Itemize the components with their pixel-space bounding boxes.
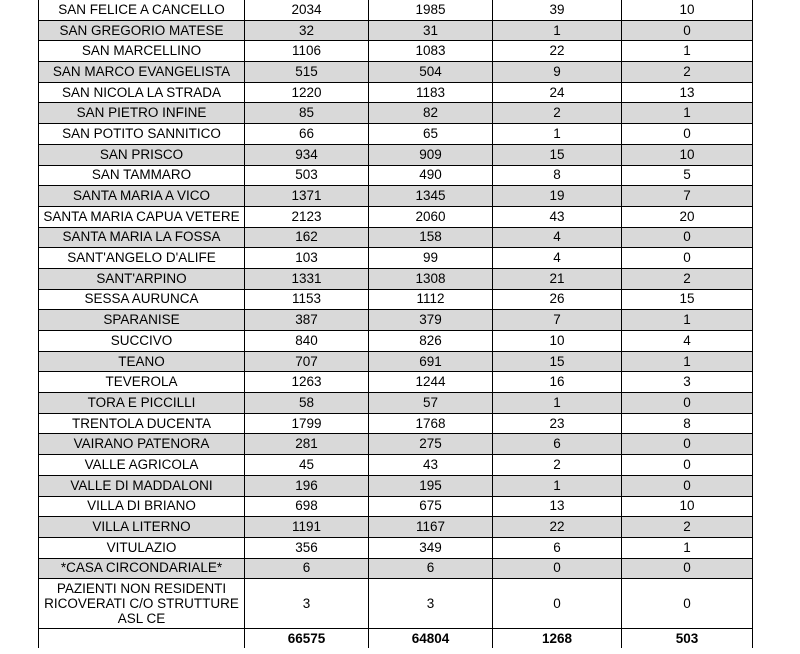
table-row [39, 186, 753, 207]
value-cell-c3: 26 [493, 289, 622, 310]
value-cell-c2: 195 [369, 475, 493, 496]
value-cell-c4: 1 [622, 41, 753, 62]
table-row [39, 62, 753, 83]
table-row [39, 144, 753, 165]
value-cell-c2: 82 [369, 103, 493, 124]
value-cell-c3: 22 [493, 517, 622, 538]
value-cell-c1: 103 [245, 248, 369, 269]
value-cell-c3: 6 [493, 537, 622, 558]
totals-label-cell [39, 629, 245, 649]
value-cell-c1: 1371 [245, 186, 369, 207]
municipality-cell: SAN PIETRO INFINE [39, 103, 245, 124]
value-cell-c4: 7 [622, 186, 753, 207]
value-cell-c3: 21 [493, 268, 622, 289]
municipality-cell: SUCCIVO [39, 331, 245, 352]
value-cell-c2: 826 [369, 331, 493, 352]
municipality-cell: SAN POTITO SANNITICO [39, 124, 245, 145]
table-row [39, 103, 753, 124]
value-cell-c3: 9 [493, 62, 622, 83]
value-cell-c2: 31 [369, 20, 493, 41]
table-row [39, 41, 753, 62]
value-cell-c2: 1244 [369, 372, 493, 393]
value-cell-c1: 934 [245, 144, 369, 165]
table-row [39, 455, 753, 476]
table-row [39, 517, 753, 538]
value-cell-c2: 675 [369, 496, 493, 517]
table-row [39, 0, 753, 20]
value-cell-c2: 504 [369, 62, 493, 83]
table-row [39, 372, 753, 393]
value-cell-c3: 0 [493, 579, 622, 629]
value-cell-c4: 5 [622, 165, 753, 186]
value-cell-c4: 3 [622, 372, 753, 393]
value-cell-c2: 1167 [369, 517, 493, 538]
value-cell-c4: 1 [622, 537, 753, 558]
value-cell-c4: 1 [622, 103, 753, 124]
value-cell-c1: 2034 [245, 0, 369, 20]
table-row [39, 248, 753, 269]
table-row [39, 558, 753, 579]
value-cell-c3: 2 [493, 103, 622, 124]
table-row [39, 289, 753, 310]
table-row [39, 20, 753, 41]
municipality-cell: SANTA MARIA A VICO [39, 186, 245, 207]
value-cell-c2: 275 [369, 434, 493, 455]
value-cell-c4: 8 [622, 413, 753, 434]
value-cell-c2: 691 [369, 351, 493, 372]
total-cell-c4: 503 [622, 629, 753, 649]
value-cell-c1: 503 [245, 165, 369, 186]
table-row [39, 82, 753, 103]
value-cell-c4: 0 [622, 124, 753, 145]
value-cell-c2: 3 [369, 579, 493, 629]
value-cell-c3: 1 [493, 124, 622, 145]
table-row [39, 310, 753, 331]
value-cell-c4: 0 [622, 20, 753, 41]
value-cell-c4: 15 [622, 289, 753, 310]
municipality-cell: SESSA AURUNCA [39, 289, 245, 310]
table-row [39, 124, 753, 145]
value-cell-c2: 1985 [369, 0, 493, 20]
municipality-cell: SANTA MARIA CAPUA VETERE [39, 206, 245, 227]
value-cell-c2: 1112 [369, 289, 493, 310]
table-row [39, 413, 753, 434]
municipality-cell: VALLE DI MADDALONI [39, 475, 245, 496]
municipality-cell: VALLE AGRICOLA [39, 455, 245, 476]
municipality-cell: SAN MARCELLINO [39, 41, 245, 62]
value-cell-c1: 3 [245, 579, 369, 629]
value-cell-c3: 13 [493, 496, 622, 517]
municipality-cell: SANTA MARIA LA FOSSA [39, 227, 245, 248]
value-cell-c1: 1799 [245, 413, 369, 434]
total-cell-c1: 66575 [245, 629, 369, 649]
value-cell-c1: 32 [245, 20, 369, 41]
value-cell-c3: 22 [493, 41, 622, 62]
municipality-cell: VITULAZIO [39, 537, 245, 558]
value-cell-c3: 0 [493, 558, 622, 579]
municipality-cell: SAN TAMMARO [39, 165, 245, 186]
value-cell-c4: 0 [622, 579, 753, 629]
value-cell-c2: 2060 [369, 206, 493, 227]
value-cell-c3: 15 [493, 144, 622, 165]
total-cell-c2: 64804 [369, 629, 493, 649]
value-cell-c1: 1331 [245, 268, 369, 289]
value-cell-c1: 1263 [245, 372, 369, 393]
value-cell-c4: 0 [622, 248, 753, 269]
table-row [39, 206, 753, 227]
table-row [39, 351, 753, 372]
value-cell-c3: 16 [493, 372, 622, 393]
table-row [39, 496, 753, 517]
value-cell-c1: 1106 [245, 41, 369, 62]
value-cell-c2: 1083 [369, 41, 493, 62]
value-cell-c1: 515 [245, 62, 369, 83]
value-cell-c1: 196 [245, 475, 369, 496]
value-cell-c4: 2 [622, 517, 753, 538]
value-cell-c3: 43 [493, 206, 622, 227]
value-cell-c3: 10 [493, 331, 622, 352]
covid-municipalities-table [38, 0, 753, 648]
value-cell-c3: 24 [493, 82, 622, 103]
value-cell-c1: 85 [245, 103, 369, 124]
value-cell-c1: 1220 [245, 82, 369, 103]
municipality-cell: SAN MARCO EVANGELISTA [39, 62, 245, 83]
value-cell-c3: 19 [493, 186, 622, 207]
municipality-cell: TORA E PICCILLI [39, 393, 245, 414]
municipality-cell: SAN NICOLA LA STRADA [39, 82, 245, 103]
value-cell-c3: 4 [493, 248, 622, 269]
table-row [39, 434, 753, 455]
value-cell-c1: 1153 [245, 289, 369, 310]
value-cell-c4: 0 [622, 455, 753, 476]
value-cell-c4: 20 [622, 206, 753, 227]
value-cell-c3: 1 [493, 20, 622, 41]
value-cell-c2: 6 [369, 558, 493, 579]
value-cell-c1: 1191 [245, 517, 369, 538]
municipality-cell: SANT'ANGELO D'ALIFE [39, 248, 245, 269]
value-cell-c3: 2 [493, 455, 622, 476]
table-body [39, 0, 753, 648]
value-cell-c4: 13 [622, 82, 753, 103]
value-cell-c1: 162 [245, 227, 369, 248]
table-row [39, 227, 753, 248]
municipality-cell: VILLA LITERNO [39, 517, 245, 538]
municipality-cell: TEVEROLA [39, 372, 245, 393]
value-cell-c2: 1768 [369, 413, 493, 434]
value-cell-c2: 1308 [369, 268, 493, 289]
value-cell-c2: 1183 [369, 82, 493, 103]
value-cell-c1: 707 [245, 351, 369, 372]
value-cell-c3: 4 [493, 227, 622, 248]
value-cell-c1: 281 [245, 434, 369, 455]
value-cell-c1: 387 [245, 310, 369, 331]
table-row [39, 537, 753, 558]
value-cell-c2: 158 [369, 227, 493, 248]
value-cell-c1: 58 [245, 393, 369, 414]
municipality-cell: TEANO [39, 351, 245, 372]
value-cell-c2: 65 [369, 124, 493, 145]
value-cell-c4: 2 [622, 268, 753, 289]
municipality-cell: SAN FELICE A CANCELLO [39, 0, 245, 20]
value-cell-c2: 99 [369, 248, 493, 269]
value-cell-c1: 6 [245, 558, 369, 579]
value-cell-c2: 349 [369, 537, 493, 558]
value-cell-c2: 57 [369, 393, 493, 414]
value-cell-c2: 1345 [369, 186, 493, 207]
value-cell-c3: 15 [493, 351, 622, 372]
value-cell-c1: 2123 [245, 206, 369, 227]
municipality-cell: SAN GREGORIO MATESE [39, 20, 245, 41]
value-cell-c1: 356 [245, 537, 369, 558]
value-cell-c3: 1 [493, 393, 622, 414]
municipality-cell: *CASA CIRCONDARIALE* [39, 558, 245, 579]
value-cell-c4: 1 [622, 351, 753, 372]
value-cell-c3: 39 [493, 0, 622, 20]
value-cell-c4: 2 [622, 62, 753, 83]
municipality-cell: SPARANISE [39, 310, 245, 331]
value-cell-c3: 6 [493, 434, 622, 455]
municipality-cell: SAN PRISCO [39, 144, 245, 165]
table-row [39, 268, 753, 289]
value-cell-c2: 909 [369, 144, 493, 165]
totals-row [39, 629, 753, 649]
value-cell-c3: 7 [493, 310, 622, 331]
table-row [39, 165, 753, 186]
value-cell-c1: 45 [245, 455, 369, 476]
value-cell-c4: 0 [622, 227, 753, 248]
value-cell-c4: 10 [622, 496, 753, 517]
value-cell-c1: 66 [245, 124, 369, 145]
municipality-cell: SANT'ARPINO [39, 268, 245, 289]
table-row [39, 579, 753, 629]
municipality-cell: PAZIENTI NON RESIDENTI RICOVERATI C/O STRUTTURE ASL CE [39, 579, 245, 629]
value-cell-c3: 1 [493, 475, 622, 496]
value-cell-c4: 0 [622, 475, 753, 496]
table-row [39, 475, 753, 496]
value-cell-c4: 0 [622, 558, 753, 579]
value-cell-c3: 8 [493, 165, 622, 186]
value-cell-c4: 10 [622, 144, 753, 165]
table-row [39, 331, 753, 352]
value-cell-c4: 0 [622, 434, 753, 455]
municipality-cell: VAIRANO PATENORA [39, 434, 245, 455]
municipality-cell: VILLA DI BRIANO [39, 496, 245, 517]
total-cell-c3: 1268 [493, 629, 622, 649]
value-cell-c4: 4 [622, 331, 753, 352]
value-cell-c2: 379 [369, 310, 493, 331]
value-cell-c4: 0 [622, 393, 753, 414]
value-cell-c3: 23 [493, 413, 622, 434]
value-cell-c1: 698 [245, 496, 369, 517]
value-cell-c2: 43 [369, 455, 493, 476]
value-cell-c2: 490 [369, 165, 493, 186]
value-cell-c1: 840 [245, 331, 369, 352]
value-cell-c4: 10 [622, 0, 753, 20]
table-row [39, 393, 753, 414]
municipality-cell: TRENTOLA DUCENTA [39, 413, 245, 434]
value-cell-c4: 1 [622, 310, 753, 331]
